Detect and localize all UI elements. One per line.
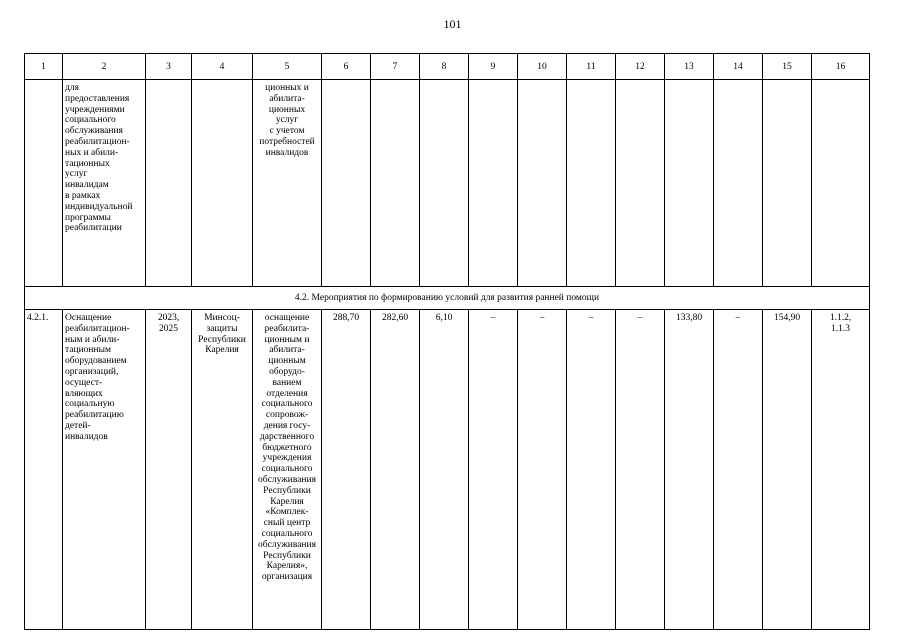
- column-header: 2: [63, 54, 146, 80]
- column-header: 8: [420, 54, 469, 80]
- value-col14: –: [714, 310, 763, 630]
- value-col11: –: [567, 310, 616, 630]
- value-col13: 133,80: [665, 310, 714, 630]
- responsible-executor: Минсоц- защиты Республики Карелия: [192, 310, 253, 630]
- column-header: 16: [812, 54, 870, 80]
- table-cell: [567, 80, 616, 287]
- indicator-refs: 1.1.2, 1.1.3: [812, 310, 870, 630]
- table-cell: [763, 80, 812, 287]
- value-col10: –: [518, 310, 567, 630]
- continuation-row: [25, 80, 870, 287]
- program-table: [24, 53, 870, 630]
- value-col7: 282,60: [371, 310, 420, 630]
- table-cell: [371, 80, 420, 287]
- value-col9: –: [469, 310, 518, 630]
- column-header: 10: [518, 54, 567, 80]
- column-header: 1: [25, 54, 63, 80]
- value-col8: 6,10: [420, 310, 469, 630]
- table-cell: [192, 80, 253, 287]
- column-header: 9: [469, 54, 518, 80]
- column-header: 14: [714, 54, 763, 80]
- table-cell: [469, 80, 518, 287]
- table-cell: [665, 80, 714, 287]
- years: 2023, 2025: [146, 310, 192, 630]
- table-cell: [714, 80, 763, 287]
- table-cell: [616, 80, 665, 287]
- column-header: 15: [763, 54, 812, 80]
- column-header: 11: [567, 54, 616, 80]
- value-col6: 288,70: [322, 310, 371, 630]
- column-header: 7: [371, 54, 420, 80]
- section-row: [25, 287, 870, 310]
- value-col12: –: [616, 310, 665, 630]
- table-cell: [518, 80, 567, 287]
- column-header: 3: [146, 54, 192, 80]
- expected-result: оснащение реабилита- ционным и абилита- ционным оборудо- ванием отделения социального сопровож- дения госу- дарственного бюджетного учреждения социального обслуживания Республики Карелия «Комплек- сный центр социального обслуживания Республики Карелия», организация: [253, 310, 322, 630]
- table-cell: [146, 80, 192, 287]
- table-cell: [812, 80, 870, 287]
- column-header: 6: [322, 54, 371, 80]
- measure-name-continued: для предоставления учреждениями социального обслуживания реабилитацион- ных и абили- тационных услуг инвалидам в рамках индивидуальной программы реабилитации: [63, 80, 146, 287]
- section-title: 4.2. Мероприятия по формированию условий для развития ранней помощи: [25, 287, 870, 310]
- measure-name: Оснащение реабилитацион- ным и абили- тационным оборудованием организаций, осущест- вляющих социальную реабилитацию детей- инвалидов: [63, 310, 146, 630]
- page-number: 101: [443, 17, 462, 31]
- item-number: 4.2.1.: [25, 310, 63, 630]
- column-header: 13: [665, 54, 714, 80]
- column-header: 5: [253, 54, 322, 80]
- table-cell: [420, 80, 469, 287]
- column-number-row: [25, 54, 870, 80]
- table-row: [25, 310, 870, 630]
- value-col15: 154,90: [763, 310, 812, 630]
- table-cell: [25, 80, 63, 287]
- column-header: 4: [192, 54, 253, 80]
- result-continued: ционных и абилита- ционных услуг с учетом потребностей инвалидов: [253, 80, 322, 287]
- table-cell: [322, 80, 371, 287]
- column-header: 12: [616, 54, 665, 80]
